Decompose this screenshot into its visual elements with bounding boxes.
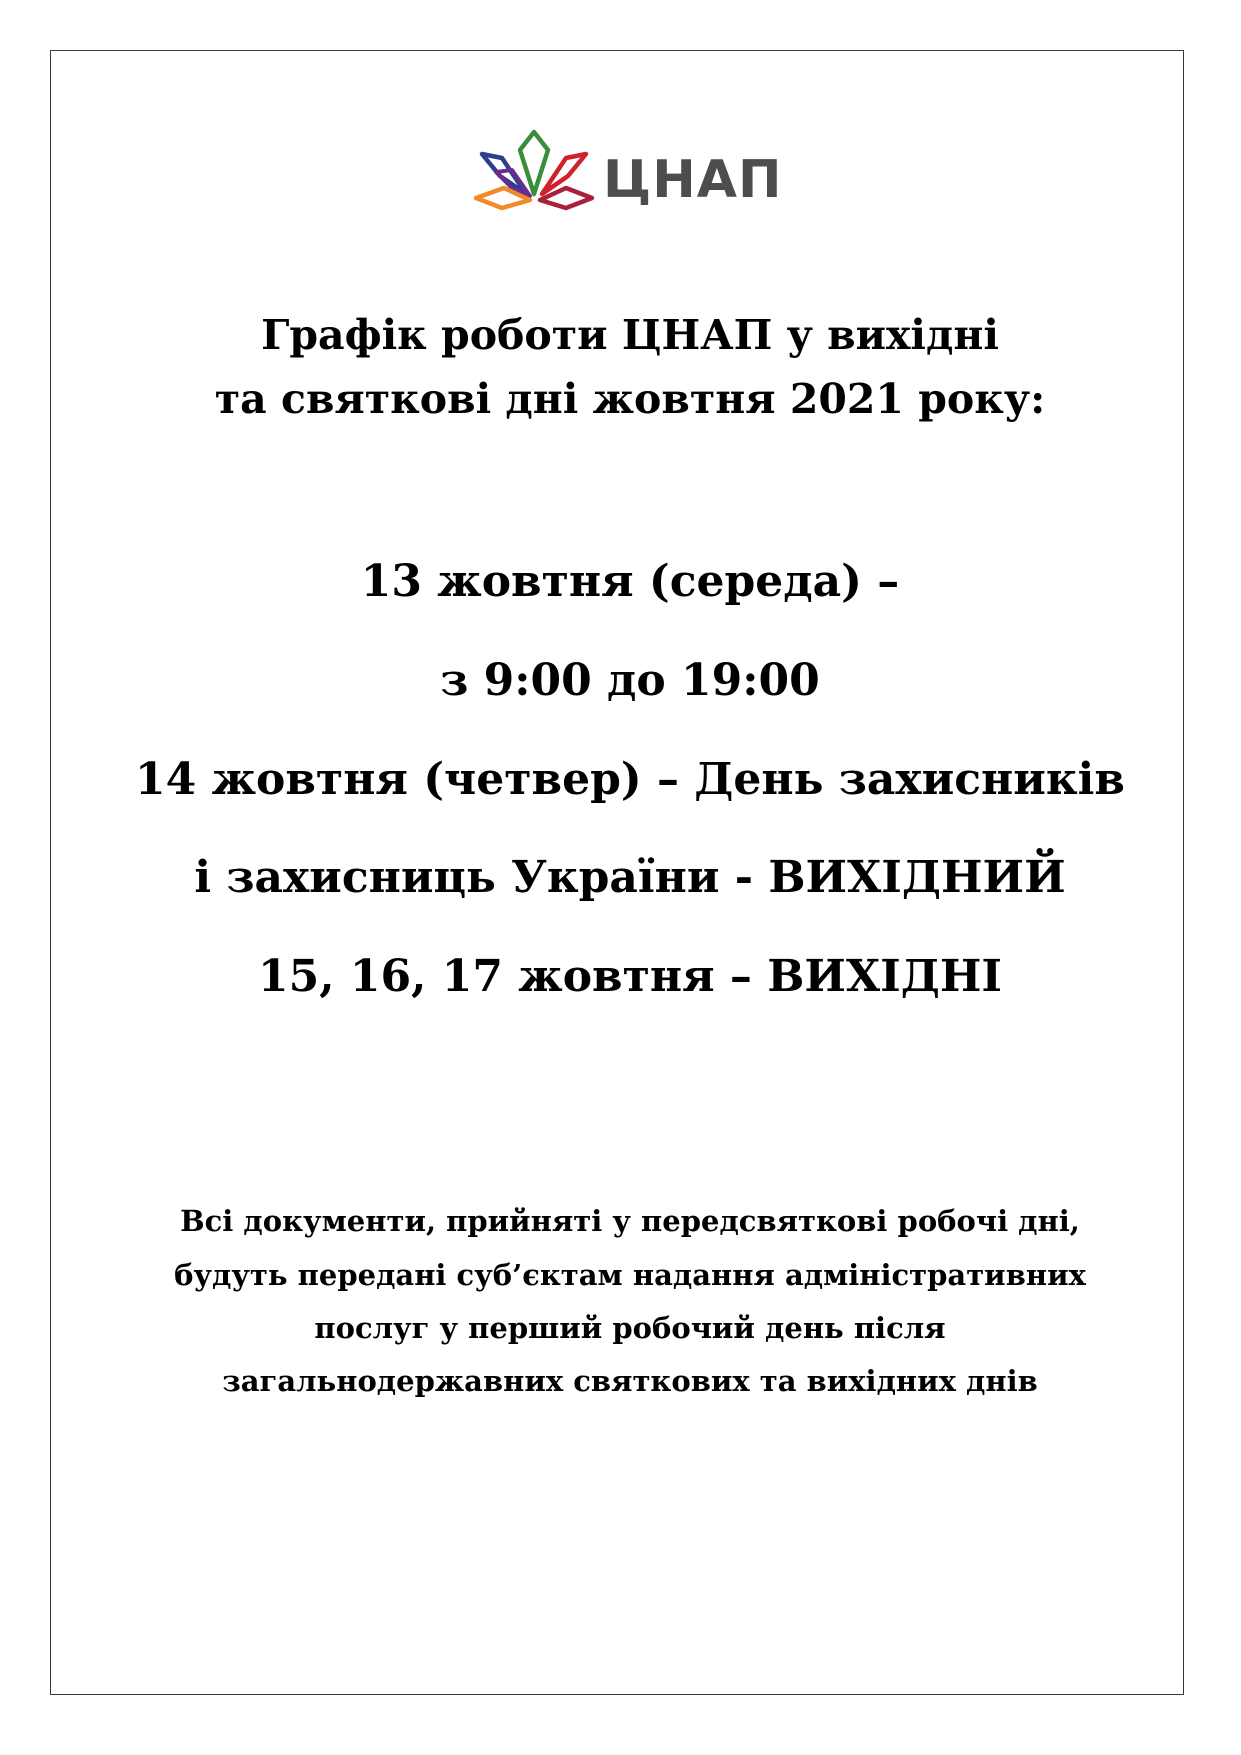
schedule-line-1: 13 жовтня (середа) – [360,556,900,607]
note-line-4: загальнодержавних святкових та вихідних днів [222,1364,1038,1398]
schedule-line-3: 14 жовтня (четвер) – День захисників [135,754,1125,805]
schedule-line-2: з 9:00 до 19:00 [440,655,820,706]
title-line-1: Графік роботи ЦНАП у вихідні [261,311,999,359]
note-line-1: Всі документи, прийняті у передсвяткові робочі дні, [180,1204,1080,1238]
lotus-icon [474,128,604,228]
note-line-3: послуг у перший робочий день після [314,1311,946,1345]
schedule-line-5: 15, 16, 17 жовтня – ВИХІДНІ [257,951,1002,1002]
title-line-2: та святкові дні жовтня 2021 року: [214,375,1046,423]
cnap-logo [474,128,783,228]
logo-text: ЦНАП [603,150,783,210]
note-line-2: будуть передані суб’єктам надання адміністративних [174,1258,1086,1292]
schedule-line-4: і захисниць України - ВИХІДНИЙ [194,852,1066,903]
